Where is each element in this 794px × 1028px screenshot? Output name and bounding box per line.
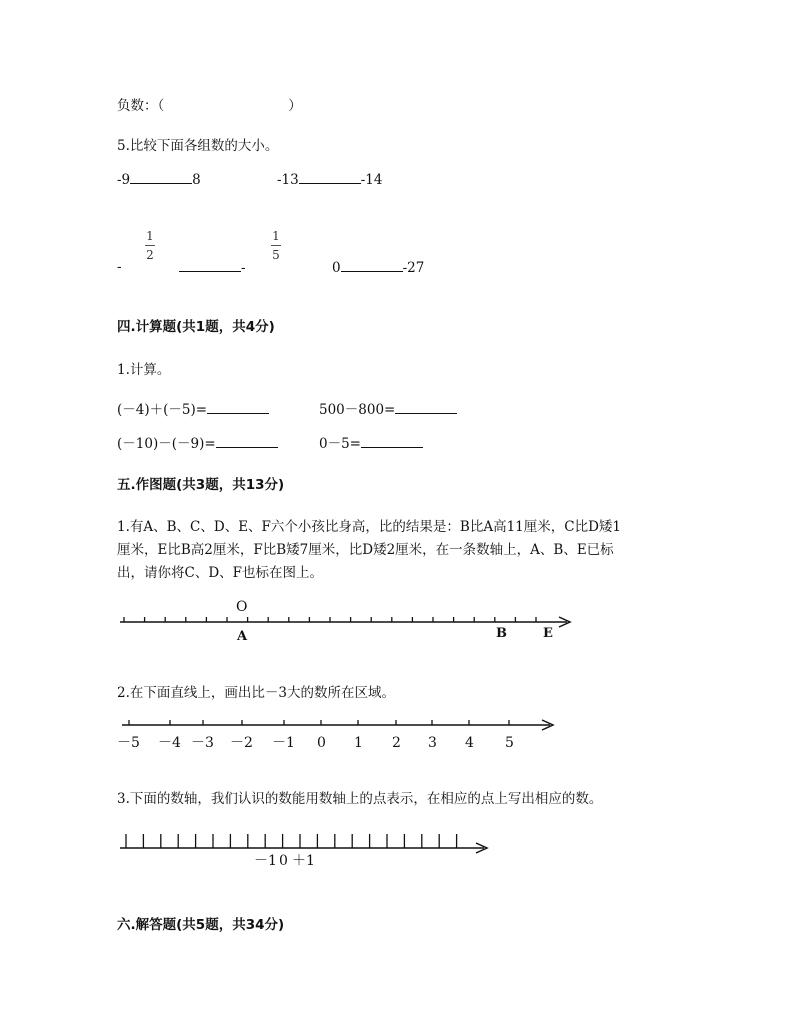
close-paren: ） [288, 98, 302, 114]
axis-label: 3 [428, 735, 437, 751]
section-6-heading: 六.解答题(共5题，共34分) [117, 917, 285, 933]
question-5: 5.比较下面各组数的大小。 [117, 138, 279, 154]
compare-row-2a-minus: - [117, 259, 122, 275]
label-neg-1: －1 [254, 853, 277, 869]
origin-label: O [236, 599, 248, 615]
compare-right: -14 [360, 172, 383, 188]
negative-label: 负数：（ [117, 98, 165, 114]
axis-label: 2 [392, 735, 401, 751]
fraction-denominator: 2 [146, 248, 154, 262]
fraction-one-half [142, 229, 158, 262]
problem-1-line-1: 1.有A、B、C、D、E、F六个小孩比身高，比的结果是：B比A高11厘米，C比D矮1 [117, 519, 622, 535]
answer-blank[interactable] [216, 435, 278, 448]
compare-left: -9 [117, 172, 131, 188]
expression: 0－5= [319, 436, 361, 452]
compare-left: 0 [332, 260, 341, 276]
section-5-heading: 五.作图题(共3题，共13分) [117, 477, 285, 493]
section-4-heading: 四.计算题(共1题，共4分) [117, 319, 275, 335]
point-e-label: E [543, 626, 553, 641]
answer-blank[interactable] [361, 435, 423, 448]
axis-label: －1 [272, 735, 295, 751]
calc-expr-3 [117, 432, 278, 452]
compare-row-1b [277, 171, 383, 188]
axis-label: 5 [505, 735, 514, 751]
expression: (－4)＋(－5)= [117, 402, 208, 418]
label-pos-1: ＋1 [292, 853, 315, 869]
compare-row-2b [332, 259, 424, 276]
fraction-numerator: 1 [146, 229, 154, 243]
compare-row-1a [117, 171, 201, 188]
compare-blank[interactable] [299, 171, 361, 184]
axis-label: 4 [465, 735, 474, 751]
compare-right: - [241, 260, 246, 276]
point-b-label: B [496, 626, 507, 641]
number-line-1[interactable] [112, 595, 582, 647]
problem-3: 3.下面的数轴，我们认识的数能用数轴上的点表示，在相应的点上写出相应的数。 [117, 791, 603, 807]
calc-expr-1 [117, 398, 269, 418]
compare-left: -13 [277, 172, 299, 188]
answer-blank[interactable] [395, 401, 457, 414]
point-a-label: A [237, 629, 248, 644]
problem-2: 2.在下面直线上，画出比－3大的数所在区域。 [117, 685, 395, 701]
fraction-numerator: 1 [272, 229, 280, 243]
axis-label: －2 [230, 735, 253, 751]
number-line-2[interactable] [112, 712, 562, 756]
calc-expr-2 [319, 398, 457, 418]
axis-label: 0 [317, 735, 326, 751]
compare-blank[interactable] [130, 171, 192, 184]
compare-blank[interactable] [341, 259, 403, 272]
answer-blank[interactable] [207, 401, 269, 414]
axis-label: －3 [191, 735, 214, 751]
axis-label: 1 [354, 735, 363, 751]
label-zero: 0 [279, 853, 288, 869]
axis-label: －5 [117, 735, 140, 751]
expression: 500－800= [319, 402, 396, 418]
compare-blank[interactable] [179, 259, 241, 272]
negative-numbers-line [117, 94, 302, 114]
expression: (－10)－(－9)= [117, 436, 216, 452]
number-line-3[interactable] [112, 828, 497, 872]
problem-1-line-2: 厘米，E比B高2厘米，F比B矮7厘米，比D矮2厘米，在一条数轴上，A、B、E已标 [117, 542, 614, 558]
compare-row-2a [179, 259, 246, 276]
problem-1-line-3: 出，请你将C、D、F也标在图上。 [117, 565, 324, 581]
compare-right: 8 [192, 172, 201, 188]
fraction-denominator: 5 [272, 248, 280, 262]
calc-expr-4 [319, 432, 423, 452]
axis-label: －4 [158, 735, 181, 751]
calc-question: 1.计算。 [117, 362, 171, 378]
fraction-one-fifth [268, 229, 284, 262]
compare-right: -27 [402, 260, 425, 276]
